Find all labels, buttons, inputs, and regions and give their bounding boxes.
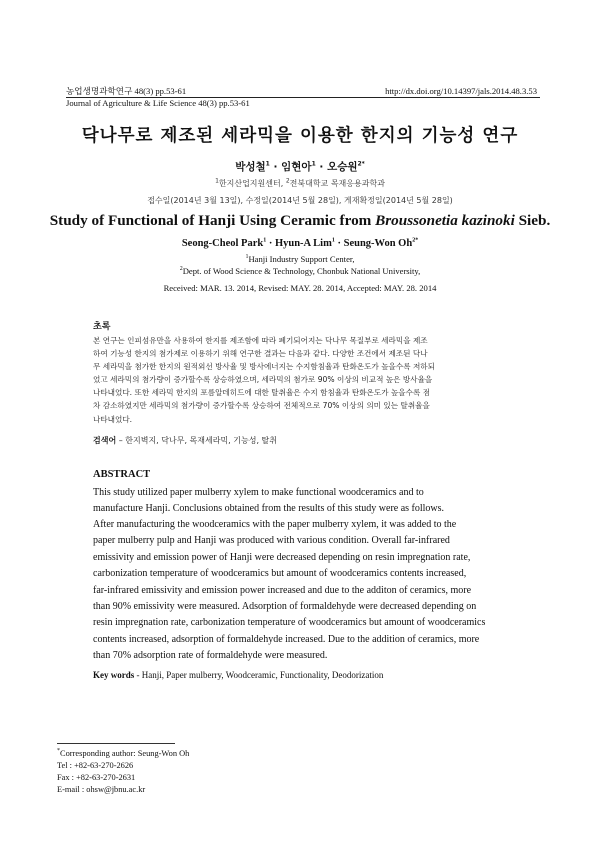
submission-dates-english: Received: MAR. 13. 2014, Revised: MAY. 28. 2014, Accepted: MAY. 28. 2014 <box>163 283 437 293</box>
doi-link[interactable]: http://dx.doi.org/10.14397/jals.2014.48.3.53 <box>385 86 537 96</box>
author-name: 오승원 <box>327 161 358 173</box>
journal-name-korean: 농업생명과학연구 48(3) pp.53-61 <box>66 86 187 96</box>
author-name: Hyun-A Lim <box>274 238 332 249</box>
abstract-line: After manufacturing the woodceramics with the paper mulberry xylem, it was added to the <box>93 519 457 530</box>
footnote-corresponding-author <box>57 748 189 761</box>
abstract-line: contents increased, adsorption of formaldehyde increased. Due to the addition of ceramics, more <box>93 633 480 645</box>
author-name: Seung-Won Oh <box>343 238 413 249</box>
author-list-english <box>0 238 600 249</box>
affiliation-text: Dept. of Wood Science & Technology, Chonbuk National University, <box>182 266 421 276</box>
affiliation-text: Hanji Industry Support Center, <box>248 254 355 264</box>
affiliation-mark: 2* <box>357 160 365 168</box>
author-list-korean <box>0 159 600 174</box>
abstract-line: 차 감소하였지만 세라믹의 첨가량이 증가할수록 상승하여 전체적으로 70% 이상의 의미 있는 탈취율을 <box>93 401 430 411</box>
affiliation-mark: 1 <box>311 160 316 168</box>
affiliation-mark: 2 <box>285 177 290 185</box>
footnote-email[interactable]: E-mail : ohsw@jbnu.ac.kr <box>57 785 146 794</box>
paper-title-korean: 닥나무로 제조된 세라믹을 이용한 한지의 기능성 연구 <box>81 126 519 146</box>
abstract-paragraph-1 <box>93 485 511 518</box>
abstract-line: far-infrared emissivity and emission power increased and due to the additon of ceramics, more <box>93 584 472 596</box>
keywords-text: – 한지벽지, 닥나무, 목재세라믹, 기능성, 탈취 <box>116 436 277 445</box>
abstract-line: carbonization temperature of woodceramics but amount of woodceramics contents increased, <box>93 568 467 580</box>
abstract-line: resin impregnation rate, carbonization temperature of woodceramics but amount of woodceramics <box>93 617 486 629</box>
footnote-tel: Tel : +82-63-270-2626 <box>57 761 134 770</box>
abstract-heading-english: ABSTRACT <box>93 469 151 480</box>
abstract-body-korean <box>93 334 511 426</box>
abstract-line: manufacture Hanji. Conclusions obtained from the results of this study were as follows. <box>93 503 445 515</box>
affiliation-text: 한지산업지원센터, <box>218 179 286 188</box>
title-tail: Sieb. <box>514 212 551 229</box>
author-separator: · <box>334 238 344 249</box>
abstract-line: than 70% adsorption rate of formaldehyde were measured. <box>93 650 328 662</box>
keywords-english <box>93 670 383 680</box>
affiliation-mark: 1 <box>263 237 267 244</box>
affiliation-mark: 1 <box>331 237 335 244</box>
keywords-korean <box>93 435 277 446</box>
author-separator: · <box>266 238 275 249</box>
abstract-line: emissivity and emission power of Hanji were decreased depending on resin impregnation rate, <box>93 551 471 563</box>
affiliation-mark: 1 <box>245 254 249 261</box>
abstract-line: 나타내었다. <box>93 414 133 424</box>
affiliation-mark: 1 <box>265 160 270 168</box>
paper-title-english <box>0 212 600 230</box>
title-species: Broussonetia kazinoki <box>375 212 515 229</box>
title-main: Study of Functional of Hanji Using Ceramic from <box>49 212 376 229</box>
keywords-text: - Hanji, Paper mulberry, Woodceramic, Functionality, Deodorization <box>134 670 384 680</box>
abstract-line: This study utilized paper mulberry xylem to make functional woodceramics and to <box>93 487 424 498</box>
affiliation-mark: 2 <box>179 266 183 273</box>
abstract-line: 하여 기능성 한지의 첨가제로 이용하기 위해 연구한 결과는 다음과 같다. 다양한 조건에서 제조된 닥나 <box>93 349 428 359</box>
abstract-line: 었고 세라믹의 첨가량이 증가할수록 상승하였으며, 세라믹의 첨가로 90% 이상의 비교적 높은 방사율을 <box>93 375 433 385</box>
author-name: 임현아 <box>281 161 312 173</box>
footnote-fax: Fax : +82-63-270-2631 <box>57 773 136 782</box>
affiliation-mark: 1 <box>215 177 219 185</box>
abstract-heading-korean: 초록 <box>93 322 111 332</box>
abstract-line: than 90% emissivity were measured. Adsorption of formaldehyde were decreased depending on <box>93 601 477 613</box>
affiliation-korean <box>0 178 600 189</box>
author-name: 박성철 <box>235 161 266 173</box>
keywords-label: Key words <box>93 670 135 680</box>
keywords-label: 검색어 <box>93 436 117 445</box>
footnote-rule <box>57 743 175 744</box>
author-separator: · <box>269 161 282 173</box>
affiliation-english-2 <box>0 266 600 276</box>
abstract-line: paper mulberry pulp and Hanji was produced with various condition. Overall far-infrared <box>93 535 450 547</box>
abstract-line: 본 연구는 인피섬유만을 사용하여 한지를 제조함에 따라 폐기되어지는 닥나무 목질부로 세라믹을 제조 <box>93 336 428 345</box>
abstract-paragraph-2 <box>93 517 511 665</box>
affiliation-english-1 <box>0 254 600 264</box>
abstract-line: 무 세라믹을 첨가한 한지의 원적외선 방사율 및 방사에너지는 수지함침율과 탄화온도가 높을수록 저하되 <box>93 362 435 372</box>
affiliation-mark: 2* <box>412 237 419 244</box>
abstract-line: 나타내었다. 또한 세라믹 한지의 포름알데히드에 대한 탈취율은 수지 함침율과 탄화온도가 높을수록 점 <box>93 388 431 398</box>
submission-dates-korean: 접수일(2014년 3월 13일), 수정일(2014년 5월 28일), 게재확정일(2014년 5월 28일) <box>147 196 453 205</box>
footnote-text: Corresponding author: Seung-Won Oh <box>60 749 190 758</box>
author-separator: · <box>315 161 328 173</box>
footnote-mark: * <box>57 748 60 755</box>
affiliation-text: 전북대학교 목재응용과학과 <box>289 179 385 188</box>
journal-name-english: Journal of Agriculture & Life Science 48(3) pp.53-61 <box>66 98 250 108</box>
author-name: Seong-Cheol Park <box>181 238 264 249</box>
